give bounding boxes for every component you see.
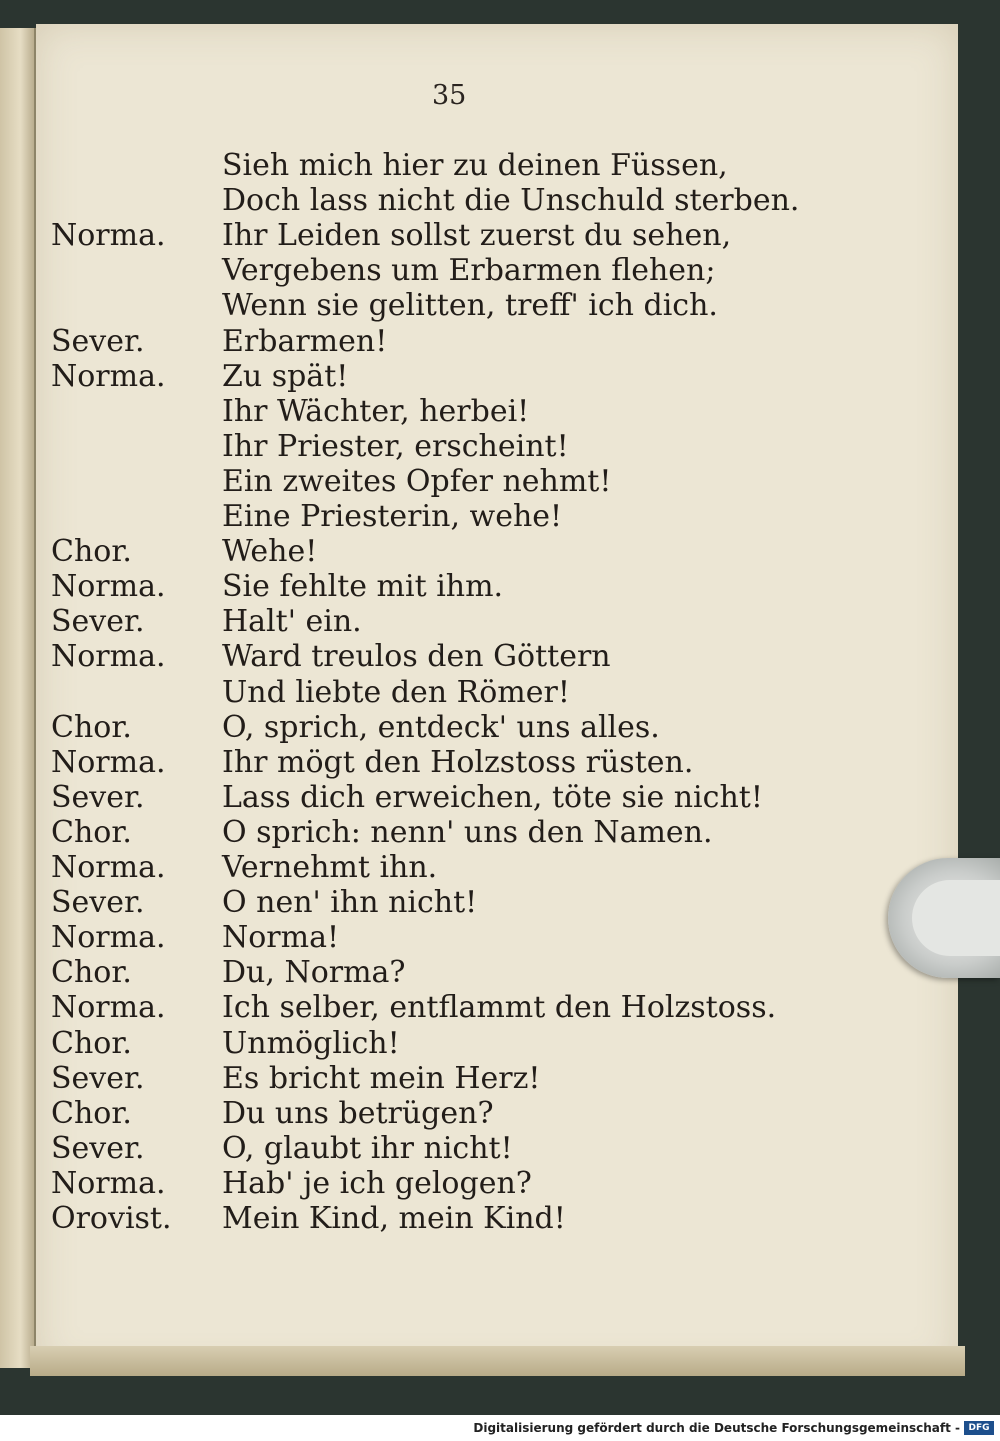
speaker-name: Sever. — [51, 885, 145, 920]
verse-line: Eine Priesterin, wehe! — [222, 499, 563, 534]
speaker-name: Sever. — [51, 1131, 145, 1166]
speaker-name — [51, 183, 211, 219]
speaker-name: Sever. — [51, 324, 145, 359]
page-number: 35 — [432, 80, 467, 111]
speaker-name: Norma. — [51, 990, 166, 1025]
speaker-name: Chor. — [51, 710, 132, 745]
verse-line: Du uns betrügen? — [222, 1096, 494, 1131]
verse-line: Vernehmt ihn. — [222, 850, 438, 885]
verse-line: Erbarmen! — [222, 324, 388, 359]
speaker-name: Norma. — [51, 745, 166, 780]
speaker-name — [51, 675, 211, 711]
verse-line: O sprich: nenn' uns den Namen. — [222, 815, 713, 850]
verse-line: Sieh mich hier zu deinen Füssen, — [222, 148, 728, 183]
verse-line: Vergebens um Erbarmen flehen; — [222, 253, 716, 288]
verse-line: O, glaubt ihr nicht! — [222, 1131, 513, 1166]
verse-line: Halt' ein. — [222, 604, 362, 639]
verse-line: Du, Norma? — [222, 955, 406, 990]
speaker-name: Norma. — [51, 1166, 166, 1201]
verse-line: Ward treulos den Göttern — [222, 639, 611, 674]
speaker-name — [51, 464, 211, 500]
speaker-name: Chor. — [51, 1096, 132, 1131]
verse-line: O, sprich, entdeck' uns alles. — [222, 710, 660, 745]
speaker-name — [51, 288, 211, 324]
verse-line: Ihr mögt den Holzstoss rüsten. — [222, 745, 694, 780]
verse-line: O nen' ihn nicht! — [222, 885, 478, 920]
speaker-name: Norma. — [51, 569, 166, 604]
funding-notice: Digitalisierung gefördert durch die Deutsche Forschungsgemeinschaft - — [473, 1421, 960, 1435]
speaker-name: Norma. — [51, 850, 166, 885]
speaker-name: Chor. — [51, 1026, 132, 1061]
verse-line: Zu spät! — [222, 359, 349, 394]
page-bottom-edge — [30, 1346, 965, 1376]
speaker-name: Orovist. — [51, 1201, 172, 1236]
verse-line: Doch lass nicht die Unschuld sterben. — [222, 183, 800, 218]
verse-line: Wenn sie gelitten, treff' ich dich. — [222, 288, 718, 323]
verse-line: Norma! — [222, 920, 340, 955]
speaker-name — [51, 148, 211, 184]
speaker-name: Chor. — [51, 955, 132, 990]
speaker-name — [51, 499, 211, 535]
verse-line: Hab' je ich gelogen? — [222, 1166, 532, 1201]
footer-bar — [0, 1415, 1000, 1441]
dfg-logo-icon: DFG — [964, 1421, 994, 1435]
speaker-name: Norma. — [51, 218, 166, 253]
verse-line: Sie fehlte mit ihm. — [222, 569, 504, 604]
adjacent-page-edge — [0, 28, 36, 1368]
speaker-name: Norma. — [51, 359, 166, 394]
speaker-name — [51, 253, 211, 289]
speaker-name — [51, 429, 211, 465]
speaker-name: Norma. — [51, 639, 166, 674]
speaker-name: Sever. — [51, 604, 145, 639]
verse-line: Unmöglich! — [222, 1026, 400, 1061]
page-clip-icon — [888, 858, 1000, 978]
verse-line: Ein zweites Opfer nehmt! — [222, 464, 612, 499]
verse-line: Es bricht mein Herz! — [222, 1061, 541, 1096]
verse-line: Ihr Priester, erscheint! — [222, 429, 569, 464]
verse-line: Ihr Leiden sollst zuerst du sehen, — [222, 218, 732, 253]
verse-line: Lass dich erweichen, töte sie nicht! — [222, 780, 763, 815]
speaker-name: Chor. — [51, 534, 132, 569]
page-clip-inner — [912, 880, 1000, 956]
speaker-name: Sever. — [51, 1061, 145, 1096]
verse-line: Und liebte den Römer! — [222, 675, 570, 710]
verse-line: Mein Kind, mein Kind! — [222, 1201, 566, 1236]
speaker-name: Chor. — [51, 815, 132, 850]
verse-line: Wehe! — [222, 534, 318, 569]
speaker-name — [51, 394, 211, 430]
verse-line: Ich selber, entflammt den Holzstoss. — [222, 990, 777, 1025]
verse-line: Ihr Wächter, herbei! — [222, 394, 530, 429]
speaker-name: Sever. — [51, 780, 145, 815]
speaker-name: Norma. — [51, 920, 166, 955]
